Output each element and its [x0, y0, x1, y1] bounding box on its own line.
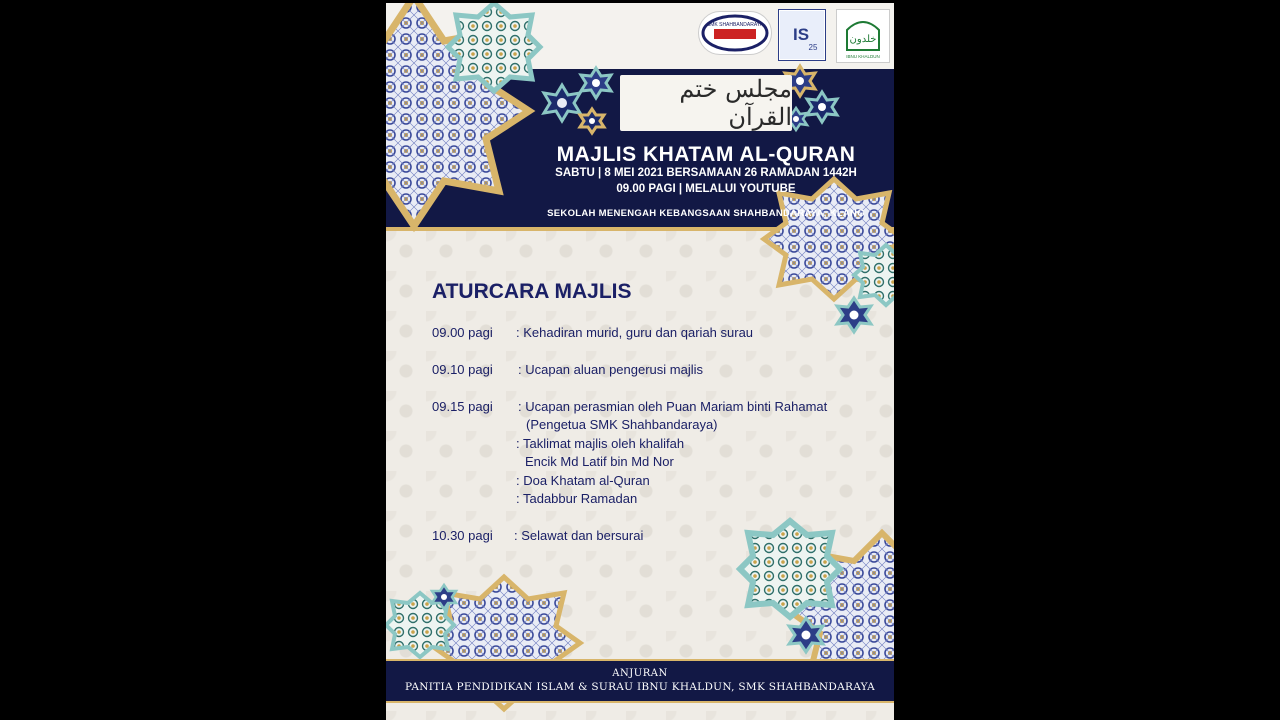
agenda-heading: ATURCARA MAJLIS	[432, 280, 632, 303]
svg-text:خلدون: خلدون	[849, 34, 877, 45]
school-logo	[698, 11, 772, 55]
agenda-text: : Ucapan aluan pengerusi majlis	[518, 362, 703, 377]
event-title: MAJLIS KHATAM AL-QURAN	[556, 143, 856, 166]
svg-text:IBNU KHALDUN: IBNU KHALDUN	[846, 54, 880, 59]
agenda-time: 09.15 pagi	[432, 399, 493, 414]
agenda-text: : Kehadiran murid, guru dan qariah surau	[516, 325, 754, 340]
agenda-text: : Ucapan perasmian oleh Puan Mariam binti Rahamat	[518, 399, 828, 414]
agenda-time: 09.00 pagi	[432, 325, 493, 340]
svg-text:IS: IS	[792, 25, 810, 44]
agenda-text: Encik Md Latif bin Md Nor	[525, 454, 674, 469]
school-logo-icon	[700, 13, 770, 53]
agenda-text: : Doa Khatam al-Quran	[516, 473, 650, 488]
footer-label: ANJURAN	[612, 668, 668, 679]
agenda-text: (Pengetua SMK Shahbandaraya)	[526, 417, 718, 432]
agenda-text: : Tadabbur Ramadan	[516, 491, 638, 506]
calligraphy-text: مجلس ختم القرآن	[679, 75, 792, 131]
organizer-name: PANITIA PENDIDIKAN ISLAM & SURAU IBNU KHALDUN, SMK SHAHBANDARAYA	[405, 681, 875, 693]
arabic-calligraphy	[620, 75, 792, 131]
agenda-time: 10.30 pagi	[432, 528, 493, 543]
agenda-text: : Selawat dan bersurai	[514, 528, 644, 543]
organizer-footer	[386, 659, 894, 703]
event-date: SABTU | 8 MEI 2021 BERSAMAAN 26 RAMADAN 1442H	[555, 167, 857, 179]
school-name: SEKOLAH MENENGAH KEBANGSAAN SHAHBANDARAYA, KLANG	[547, 208, 865, 219]
agenda-time: 09.10 pagi	[432, 362, 493, 377]
event-poster	[386, 3, 894, 720]
event-time: 09.00 PAGI | MELALUI YOUTUBE	[616, 183, 796, 195]
is25-logo	[778, 9, 826, 61]
surau-logo-icon	[837, 10, 889, 62]
surau-logo	[836, 9, 890, 63]
svg-text:SMK SHAHBANDARAYA: SMK SHAHBANDARAYA	[706, 22, 764, 28]
agenda-text: : Taklimat majlis oleh khalifah	[516, 436, 685, 451]
is25-logo-icon	[779, 10, 825, 60]
svg-text:25: 25	[808, 43, 818, 52]
